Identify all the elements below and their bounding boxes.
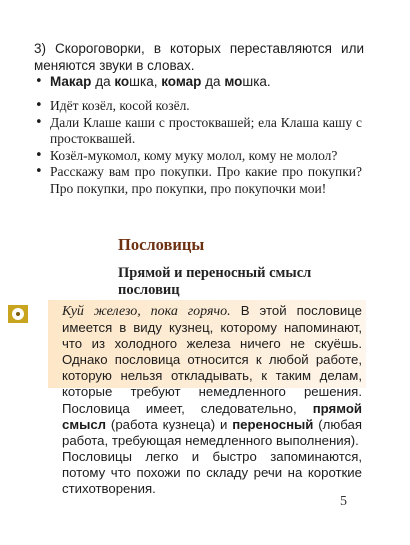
section-subtitle: Прямой и переносный смысл пословиц xyxy=(118,265,312,298)
proverb-text-2: (работа кузнеца) и xyxy=(106,416,233,432)
bullet-text-part: шка. xyxy=(242,74,271,89)
proverb-paragraph xyxy=(62,303,362,497)
section-title: Пословицы xyxy=(118,235,205,254)
bullet-text-part: да xyxy=(201,74,225,89)
tongue-twister-list-1 xyxy=(50,74,362,91)
tongue-twister-list-2 xyxy=(50,98,362,197)
list-item: • Козёл-мукомол, кому муку молол, кому не молол? xyxy=(50,148,362,165)
bullet-text-part: мо xyxy=(224,74,243,89)
term-figurative: переносный xyxy=(232,416,314,432)
proverb-text-1: В этой пословице имеется в виду кузнец, которому напоминают, что из холодного железа ничего не скуёшь. Однако пословица относится к любой работе, которую нельзя откладывать, к таким делам, которые требуют немедленного решения. Пословица имеет, следовательно, xyxy=(62,303,362,416)
list-item: • Расскажу вам про покупки. Про какие про покупки? Про покупки, про покупки, про покупочки мои! xyxy=(50,164,362,197)
bullet-text-part: да xyxy=(91,74,115,89)
list-item: • Идёт козёл, косой козёл. xyxy=(50,98,362,115)
page-number: 5 xyxy=(340,494,347,509)
bullet-text-part: комар xyxy=(161,74,202,89)
bullet-text-part: Макар xyxy=(50,74,92,89)
proverb-text-4: Пословицы легко и быстро запоминаются, потому что похожи по складу речи на короткие стихотворения. xyxy=(62,448,362,497)
term-direct: прямой смысл xyxy=(62,400,362,432)
list-item xyxy=(50,74,362,91)
list-item: • Дали Клаше каши с простоквашей; ела Клаша кашу с простоквашей. xyxy=(50,115,362,148)
proverb-text-3: (любая работа, требующая немедленного выполнения). xyxy=(62,416,362,448)
bullet-text-part: шка, xyxy=(129,74,162,89)
proverb-quote: Куй железо, пока горячо. xyxy=(62,304,231,319)
ear-sound-icon xyxy=(8,305,28,323)
bullet-text-part: ко xyxy=(114,74,130,89)
intro-paragraph: 3) Скороговорки, в которых переставляются или меняются звуки в словах. xyxy=(34,41,364,73)
